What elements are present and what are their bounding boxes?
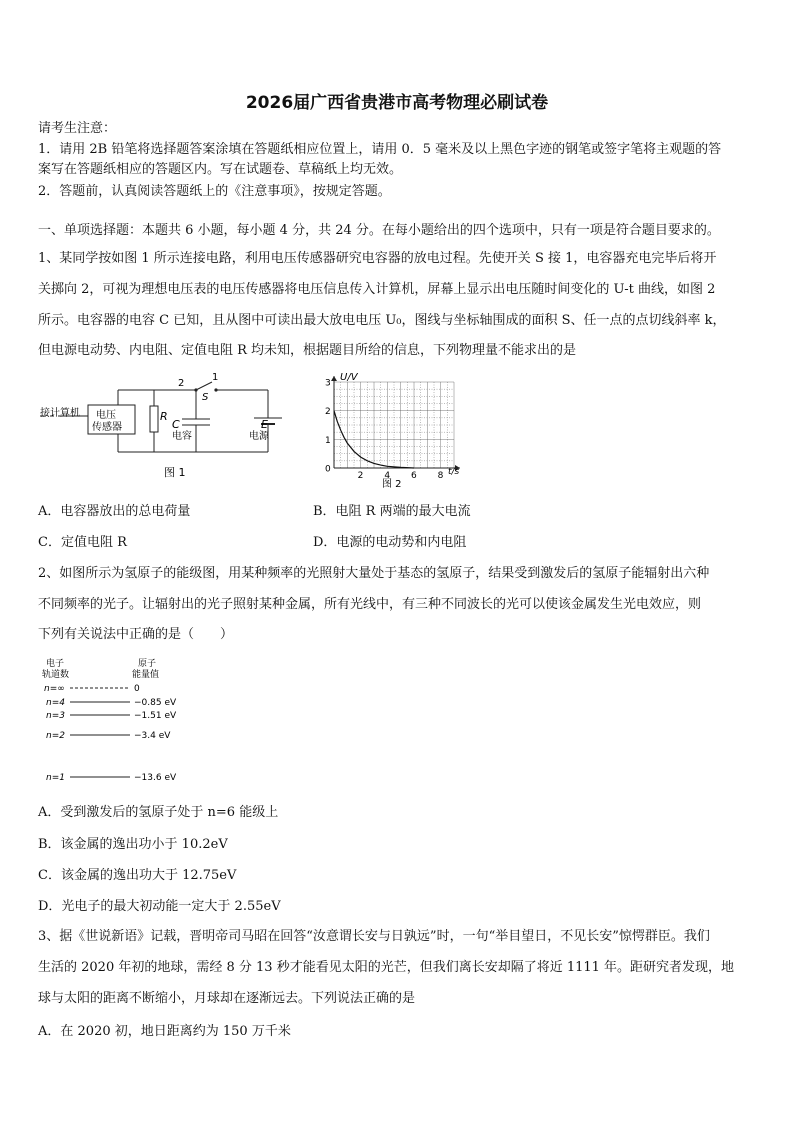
q2-option-a: A．受到激发后的氢原子处于 n=6 能级上 <box>38 805 279 820</box>
figure-1-caption: 图 1 <box>164 466 186 479</box>
notice-item-2: 2．答题前，认真阅读答题纸上的《注意事项》，按规定答题。 <box>38 184 391 199</box>
switch-terminal-1: 1 <box>212 372 219 383</box>
x-tick-label: 2 <box>357 471 364 481</box>
circuit-diagram <box>32 372 282 484</box>
capacitor-symbol-label: C <box>172 418 180 431</box>
q1-text: 但电源电动势、内电阻、定值电阻 R 均未知，根据题目所给的信息，下列物理量不能求出的是 <box>38 343 577 358</box>
q3-text: 球与太阳的距离不断缩小，月球却在逐渐远去。下列说法正确的是 <box>38 991 416 1006</box>
x-tick-label: 8 <box>437 471 444 481</box>
energy-level-diagram <box>40 656 190 786</box>
sensor-label: 电压 <box>96 410 116 421</box>
q2-text: 下列有关说法中正确的是（ ） <box>38 627 234 642</box>
emf-symbol-label: E <box>261 418 268 431</box>
capacitor-label: 电容 <box>172 431 192 442</box>
q2-option-b: B．该金属的逸出功小于 10.2eV <box>38 837 228 852</box>
level-energy: −13.6 eV <box>134 773 177 783</box>
x-tick-label: 6 <box>411 471 417 481</box>
level-energy: 0 <box>134 684 140 694</box>
switch-terminal-2: 2 <box>178 378 185 389</box>
q1-option-c: C．定值电阻 R <box>38 535 127 550</box>
notice-heading: 请考生注意： <box>38 121 117 136</box>
y-tick-label: 0 <box>325 464 331 475</box>
y-tick-label: 3 <box>325 378 331 389</box>
q2-option-d: D．光电子的最大初动能一定大于 2.55eV <box>38 899 281 914</box>
q1-option-a: A．电容器放出的总电荷量 <box>38 504 191 519</box>
q1-option-d: D．电源的电动势和内电阻 <box>313 535 467 550</box>
notice-item-1: 1．请用 2B 铅笔将选择题答案涂填在答题纸相应位置上，请用 0．5 毫米及以上黑色字迹的钢笔或签字笔将主观题的答 <box>38 142 722 157</box>
q1-text: 关掷向 2，可视为理想电压表的电压传感器将电压信息传入计算机，屏幕上显示出电压随时间变化的 U-t 曲线，如图 2 <box>38 282 716 297</box>
q3-option-a: A．在 2020 初，地日距离约为 150 万千米 <box>38 1024 291 1039</box>
notice-item-1-cont: 案写在答题纸相应的答题区内。写在试题卷、草稿纸上均无效。 <box>38 162 403 177</box>
level-n: n=3 <box>46 711 65 721</box>
x-tick-label: 4 <box>384 471 391 481</box>
voltage-time-chart <box>318 370 468 494</box>
sensor-label: 传感器 <box>92 422 122 433</box>
level-energy: −0.85 eV <box>134 698 177 708</box>
q1-option-b: B．电阻 R 两端的最大电流 <box>313 504 471 519</box>
orbit-header: 电子 <box>46 659 65 669</box>
y-axis-label: U/V <box>340 372 358 383</box>
computer-label: 接计算机 <box>40 408 80 419</box>
q2-text: 2、如图所示为氢原子的能级图，用某种频率的光照射大量处于基态的氢原子，结果受到激发后的氢原子能辐射出六种 <box>38 566 710 581</box>
q2-text: 不同频率的光子。让辐射出的光子照射某种金属，所有光线中，有三种不同波长的光可以使该金属发生光电效应，则 <box>38 597 702 612</box>
section-heading: 一、单项选择题：本题共 6 小题，每小题 4 分，共 24 分。在每小题给出的四个选项中，只有一项是符合题目要求的。 <box>38 223 720 238</box>
level-n: n=2 <box>46 731 65 741</box>
level-energy: −3.4 eV <box>134 731 171 741</box>
q1-text: 1、某同学按如图 1 所示连接电路，利用电压传感器研究电容器的放电过程。先使开关 S 接 1，电容器充电完毕后将开 <box>38 251 717 266</box>
y-tick-label: 1 <box>325 435 331 446</box>
source-label: 电源 <box>249 431 269 442</box>
switch-label: S <box>202 392 209 403</box>
energy-header: 能量值 <box>132 670 160 680</box>
y-tick-label: 2 <box>325 407 331 418</box>
x-axis-label: t/s <box>448 467 460 477</box>
q2-option-c: C．该金属的逸出功大于 12.75eV <box>38 868 237 883</box>
q3-text: 生活的 2020 年初的地球，需经 8 分 13 秒才能看见太阳的光芒，但我们离长安却隔了将近 1111 年。距研究者发现，地 <box>38 960 735 975</box>
resistor-label: R <box>160 410 168 423</box>
level-n: n=∞ <box>44 684 65 694</box>
orbit-header: 轨道数 <box>42 670 70 680</box>
figure-2-caption: 图 2 <box>382 479 402 490</box>
level-n: n=1 <box>46 773 65 783</box>
level-energy: −1.51 eV <box>134 711 177 721</box>
level-n: n=4 <box>46 698 65 708</box>
q1-text: 所示。电容器的电容 C 已知，且从图中可读出最大放电电压 U₀，图线与坐标轴围成的面积 S、任一点的点切线斜率 k， <box>38 313 726 328</box>
q3-text: 3、据《世说新语》记载，晋明帝司马昭在回答“汝意谓长安与日孰远”时，一句“举目望日，不见长安”惊愕群臣。我们 <box>38 929 710 944</box>
energy-header: 原子 <box>138 659 157 669</box>
page-title: 2026届广西省贵港市高考物理必刷试卷 <box>245 93 549 113</box>
